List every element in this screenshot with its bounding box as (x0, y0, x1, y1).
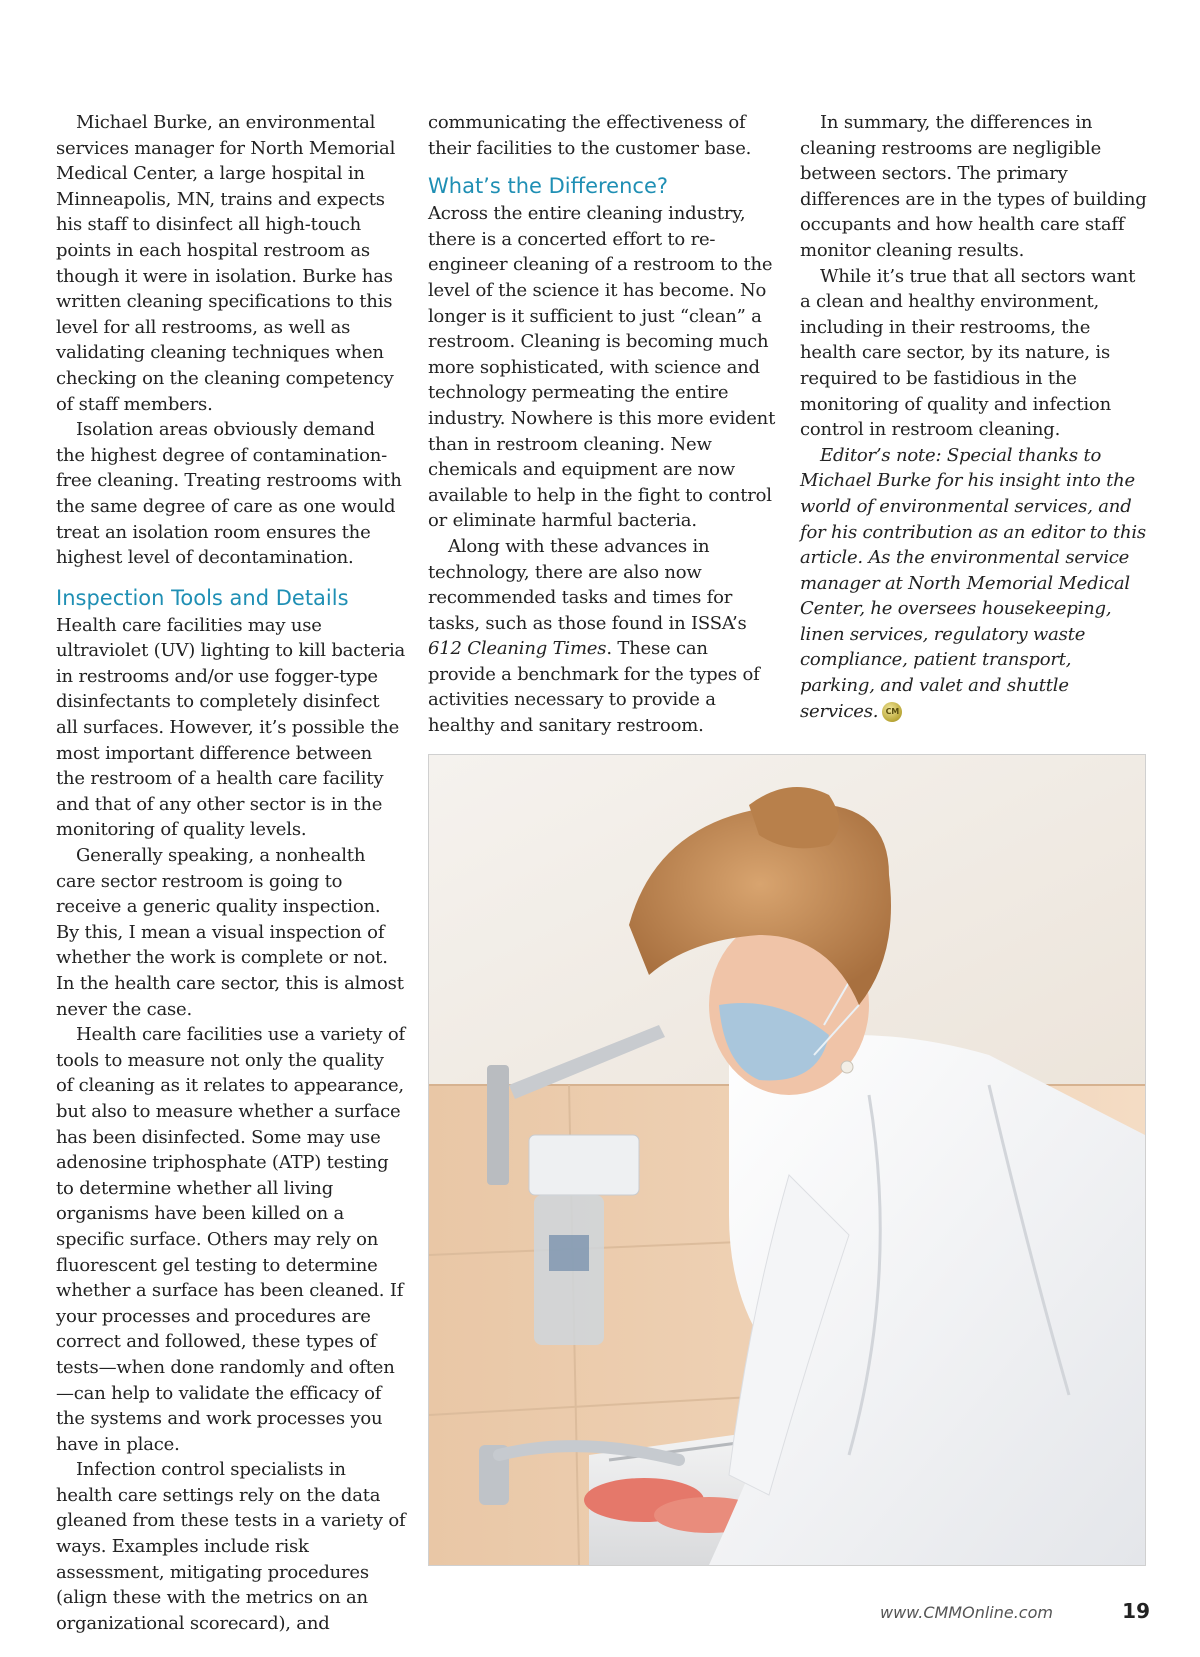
paragraph: Michael Burke, an environmental services manager for North Memorial Medical Center, a large hospital in Minneapolis, MN, trains and expects his staff to disinfect all high-touch points in each hospital restroom as though it were in isolation. Burke has written cleaning specifications to this level for all restrooms, as well as validating cleaning techniques when checking on the cleaning competency of staff members. (56, 112, 396, 415)
paragraph: communicating the effectiveness of their facilities to the customer base. (428, 112, 752, 159)
article-photo (428, 754, 1146, 1566)
publication-title: 612 Cleaning Times (428, 638, 607, 660)
dispenser-head (529, 1135, 639, 1195)
paragraph: Infection control specialists in health care settings rely on the data gleaned from these tests in a variety of ways. Examples include risk assessment, mitigating procedures (align these with the metrics on an organizational scorecard), and (56, 1459, 406, 1634)
photo-illustration (429, 755, 1145, 1565)
paragraph-text: . These can provide a benchmark for the types of activities necessary to provide a healthy and sanitary restroom. (428, 638, 760, 737)
article-column-1 (56, 110, 406, 1636)
footer-website: www.CMMOnline.com (880, 1603, 1053, 1622)
page-number: 19 (1122, 1599, 1150, 1623)
end-mark-icon: CM (882, 702, 902, 722)
section-heading-inspection-tools: Inspection Tools and Details (56, 585, 349, 610)
paragraph-text: Along with these advances in technology, there are also now recommended tasks and times for tasks, such as those found in ISSA’s (428, 535, 747, 634)
paragraph: Isolation areas obviously demand the highest degree of contamination-free cleaning. Treating restrooms with the same degree of care as one would treat an isolation room ensures the highest level of decontamination. (56, 419, 402, 569)
editor-note (800, 443, 1150, 725)
article-column-2 (428, 110, 778, 739)
dispenser-arm (487, 1065, 509, 1185)
section-heading-whats-the-difference: What’s the Difference? (428, 174, 669, 199)
paragraph: Across the entire cleaning industry, there is a concerted effort to re-engineer cleaning of a restroom to the level of the science it has become. No longer is it sufficient to just “clean” a restroom. Cleaning is becoming much more sophisticated, with science and technology permeating the entire industry. Nowhere is this more evident than in restroom cleaning. New chemicals and equipment are now available to help in the fight to control or eliminate harmful bacteria. (428, 203, 776, 532)
paragraph: Generally speaking, a nonhealth care sector restroom is going to receive a generic quality inspection. By this, I mean a visual inspection of whether the work is complete or not. In the health care sector, this is almost never the case. (56, 845, 404, 1020)
paragraph: In summary, the differences in cleaning restrooms are negligible between sectors. The primary differences are in the types of building occupants and how health care staff monitor cleaning results. (800, 112, 1147, 261)
editor-note-text: Editor’s note: Special thanks to Michael Burke for his insight into the world of environmental services, and for his contribution as an editor to this article. As the environmental service manager at North Memorial Medical Center, he oversees housekeeping, linen services, regulatory waste compliance, patient transport, parking, and valet and shuttle services. (800, 444, 1146, 722)
paragraph (428, 534, 778, 739)
paragraph: Health care facilities may use ultraviolet (UV) lighting to kill bacteria in restrooms and/or use fogger-type disinfectants to completely disinfect all surfaces. However, it’s possible the most important difference between the restroom of a health care facility and that of any other sector is in the monitoring of quality levels. (56, 614, 406, 841)
article-column-3 (800, 110, 1150, 724)
paragraph: Health care facilities use a variety of tools to measure not only the quality of cleaning as it relates to appearance, but also to measure whether a surface has been disinfected. Some may use adenosine triphosphate (ATP) testing to determine whether all living organisms have been killed on a specific surface. Others may rely on fluorescent gel testing to determine whether a surface has been cleaned. If your processes and procedures are correct and followed, these types of tests—when done randomly and often—can help to validate the efficacy of the systems and work processes you have in place. (56, 1024, 405, 1455)
paragraph: While it’s true that all sectors want a clean and healthy environment, including in their restrooms, the health care sector, by its nature, is required to be fastidious in the monitoring of quality and infection control in restroom cleaning. (800, 265, 1136, 441)
